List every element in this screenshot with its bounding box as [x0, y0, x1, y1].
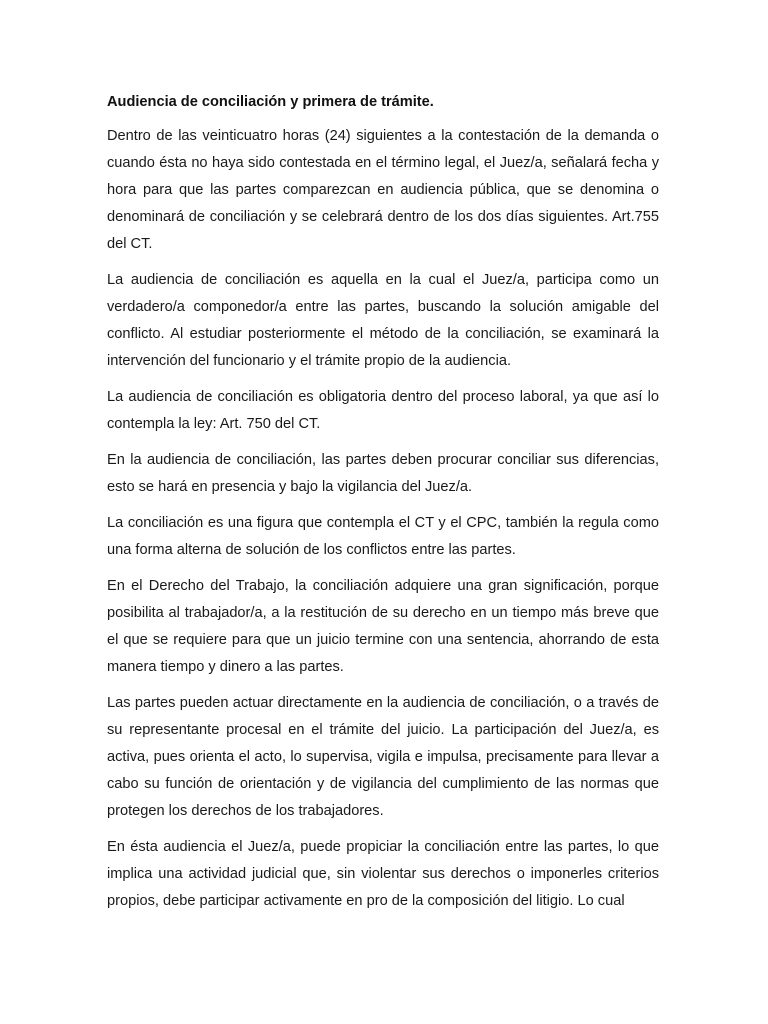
paragraph: En el Derecho del Trabajo, la conciliación adquiere una gran significación, porque posibilita al trabajador/a, a la restitución de su derecho en un tiempo más breve que el que se requiere para que un juicio termine con una sentencia, ahorrando de esta manera tiempo y dinero a las partes. [107, 578, 659, 675]
paragraph: La audiencia de conciliación es aquella en la cual el Juez/a, participa como un verdadero/a componedor/a entre las partes, buscando la solución amigable del conflicto. Al estudiar posteriormente el método de la conciliación, se examinará la intervención del funcionario y el trámite propio de la audiencia. [107, 272, 659, 369]
paragraph: En la audiencia de conciliación, las partes deben procurar conciliar sus diferencias, esto se hará en presencia y bajo la vigilancia del Juez/a. [107, 452, 659, 495]
paragraph: Las partes pueden actuar directamente en la audiencia de conciliación, o a través de su representante procesal en el trámite del juicio. La participación del Juez/a, es activa, pues orienta el acto, lo supervisa, vigila e impulsa, precisamente para llevar a cabo su función de orientación y de vigilancia del cumplimiento de las normas que protegen los derechos de los trabajadores. [107, 695, 659, 819]
paragraph: Dentro de las veinticuatro horas (24) siguientes a la contestación de la demanda o cuando ésta no haya sido contestada en el término legal, el Juez/a, señalará fecha y hora para que las partes comparezcan en audiencia pública, que se denomina o denominará de conciliación y se celebrará dentro de los dos días siguientes. Art.755 del CT. [107, 128, 659, 252]
document-heading: Audiencia de conciliación y primera de trámite. [107, 94, 434, 110]
document-body [107, 92, 659, 924]
paragraph: La audiencia de conciliación es obligatoria dentro del proceso laboral, ya que así lo contempla la ley: Art. 750 del CT. [107, 389, 659, 432]
paragraph: La conciliación es una figura que contempla el CT y el CPC, también la regula como una forma alterna de solución de los conflictos entre las partes. [107, 515, 659, 558]
paragraph: En ésta audiencia el Juez/a, puede propiciar la conciliación entre las partes, lo que implica una actividad judicial que, sin violentar sus derechos o imponerles criterios propios, debe participar activamente en pro de la composición del litigio. Lo cual [107, 839, 659, 909]
